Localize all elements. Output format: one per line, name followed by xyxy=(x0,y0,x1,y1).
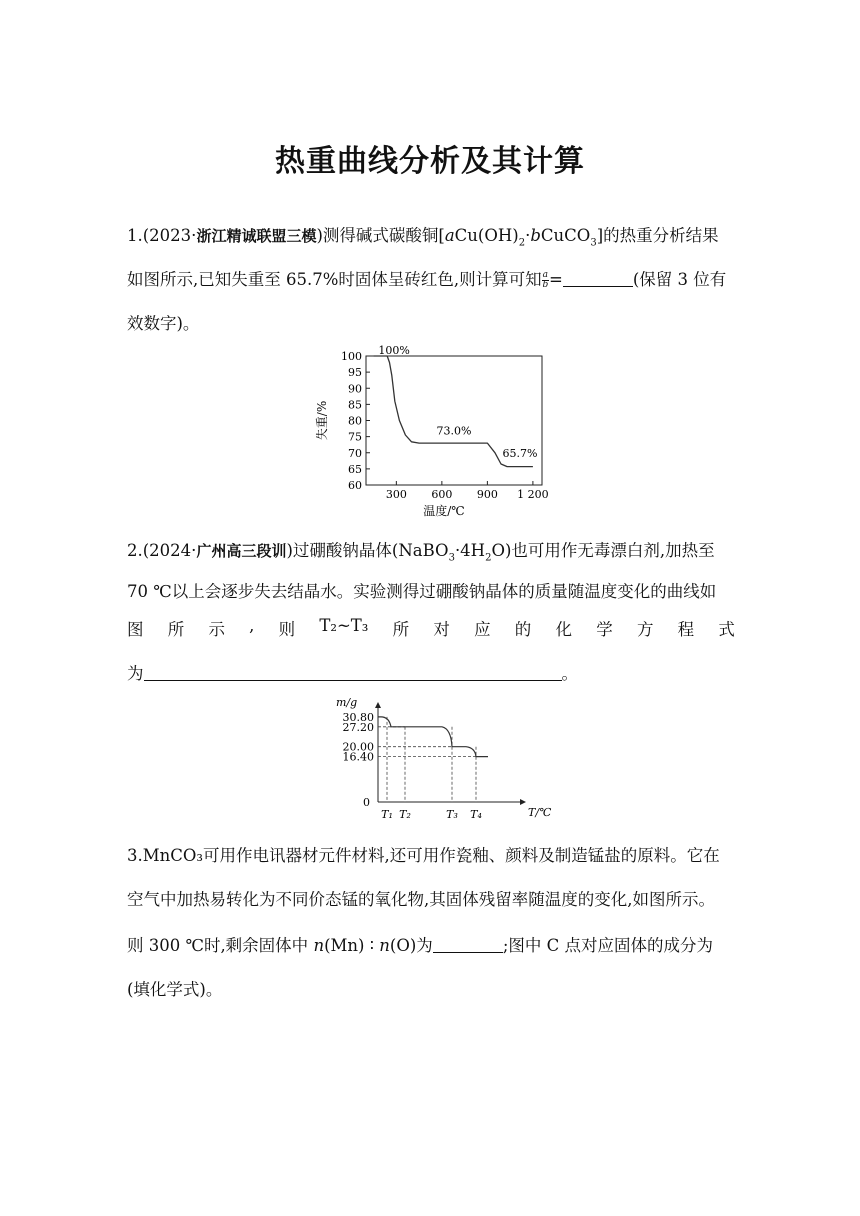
q2-line-3-word: 示 xyxy=(208,620,225,639)
q2-line-3-word: 所 xyxy=(167,620,185,639)
data-label: 65.7% xyxy=(502,447,538,461)
y-tick-label: 27.20 xyxy=(342,720,374,734)
x-tick-label: 1 200 xyxy=(517,488,549,501)
x-tick-label: T₄ xyxy=(470,808,482,821)
q2-line-3-word: 所 xyxy=(392,620,410,639)
y-axis-arrow xyxy=(375,702,381,708)
q2-line-3-word: , xyxy=(249,616,255,635)
q3-line-3: 则 300 ℃时,剩余固体中 n(Mn) ∶ n(O)为 ;图中 C 点对应固体的成分为 xyxy=(127,936,713,955)
q2-line-3-word: 应 xyxy=(474,620,491,639)
q2-line-4: 为 。 xyxy=(127,664,578,683)
q2-line-3-word: 化 xyxy=(555,620,573,639)
a-over-b-fraction: $\frac{a}{b}$ xyxy=(542,270,549,290)
y-tick-label: 60 xyxy=(348,479,362,492)
y-axis-label: m/g xyxy=(336,696,358,709)
q2-line-3 xyxy=(127,616,735,640)
q2-line-2: 70 ℃以上会逐步失去结晶水。实验测得过硼酸钠晶体的质量随温度变化的曲线如 xyxy=(127,582,717,601)
x-tick-label: 600 xyxy=(431,488,453,501)
x-tick-label: 300 xyxy=(385,488,407,501)
y-tick-label: 95 xyxy=(348,366,362,380)
data-label: 100% xyxy=(378,344,410,357)
q3-line-1: 3.MnCO₃可用作电讯器材元件材料,还可用作瓷釉、颜料及制造锰盐的原料。它在 xyxy=(127,846,720,865)
x-tick-label: T₂ xyxy=(399,808,411,821)
q2-source: 广州高三段训 xyxy=(196,542,287,560)
q2-line-3-word: 图 xyxy=(127,620,144,639)
x-tick-label: T₃ xyxy=(446,808,458,821)
y-tick-label: 85 xyxy=(348,398,362,412)
y-tick-label: 100 xyxy=(341,350,362,363)
q1-line-3: 效数字)。 xyxy=(127,314,200,333)
q2-line-3-word: 程 xyxy=(677,620,695,639)
y-tick-label: 20.00 xyxy=(342,740,374,754)
q2-line-3-word: 学 xyxy=(596,620,613,639)
x-axis-arrow xyxy=(520,799,526,805)
q1-line-2: 如图所示,已知失重至 65.7%时固体呈砖红色,则计算可知 $\frac{a}{b}$ = (保留 3 位有 xyxy=(127,270,727,290)
y-tick-label: 75 xyxy=(348,430,362,444)
q2-line-3-word: 方 xyxy=(636,620,654,639)
y-tick-label: 70 xyxy=(348,446,362,460)
data-label: 73.0% xyxy=(436,424,472,438)
q1-answer-blank[interactable] xyxy=(563,270,633,287)
chart-1-thermogravimetric xyxy=(300,340,550,520)
q3-answer-blank[interactable] xyxy=(433,936,503,953)
q2-line-3-word: T₂~T₃ xyxy=(319,616,369,635)
y-tick-label: 30.80 xyxy=(342,710,374,724)
q1-line-1: 1.(2023·浙江精诚联盟三模)测得碱式碳酸铜$[aCu(OH)_2\cdot bCuCO_3]$的热重分析结果 xyxy=(127,226,719,249)
q3-line-2: 空气中加热易转化为不同价态锰的氧化物,其固体残留率随温度的变化,如图所示。 xyxy=(127,890,715,909)
q2-line-1: 2.(2024·广州高三段训)过硼酸钠晶体$(NaBO_3\cdot 4H_2O)$也可用作无毒漂白剂,加热至 xyxy=(127,541,715,564)
q2-line-3-word: 式 xyxy=(718,620,735,639)
y-tick-label: 16.40 xyxy=(342,750,374,764)
q2-line-3-word: 的 xyxy=(514,620,532,639)
x-tick-label: 900 xyxy=(476,488,498,501)
q2-line-3-word: 则 xyxy=(278,620,296,639)
y-tick-label: 80 xyxy=(348,414,362,428)
y-axis-label: 失重/% xyxy=(315,400,329,441)
y-tick-label: 90 xyxy=(348,382,362,396)
origin-label: 0 xyxy=(363,796,370,809)
x-tick-label: T₁ xyxy=(381,808,393,821)
q1-source: 浙江精诚联盟三模 xyxy=(196,227,317,245)
page-title: 热重曲线分析及其计算 xyxy=(275,144,585,179)
x-axis-label: T/℃ xyxy=(528,806,552,819)
q2-line-3-word: 对 xyxy=(433,620,450,639)
q3-line-4: (填化学式)。 xyxy=(127,980,223,999)
y-tick-label: 65 xyxy=(348,462,362,476)
x-axis-label: 温度/℃ xyxy=(423,504,465,518)
series-line xyxy=(378,717,488,757)
q2-answer-blank[interactable] xyxy=(144,664,562,681)
chart-2-mass-vs-temperature xyxy=(330,694,560,824)
